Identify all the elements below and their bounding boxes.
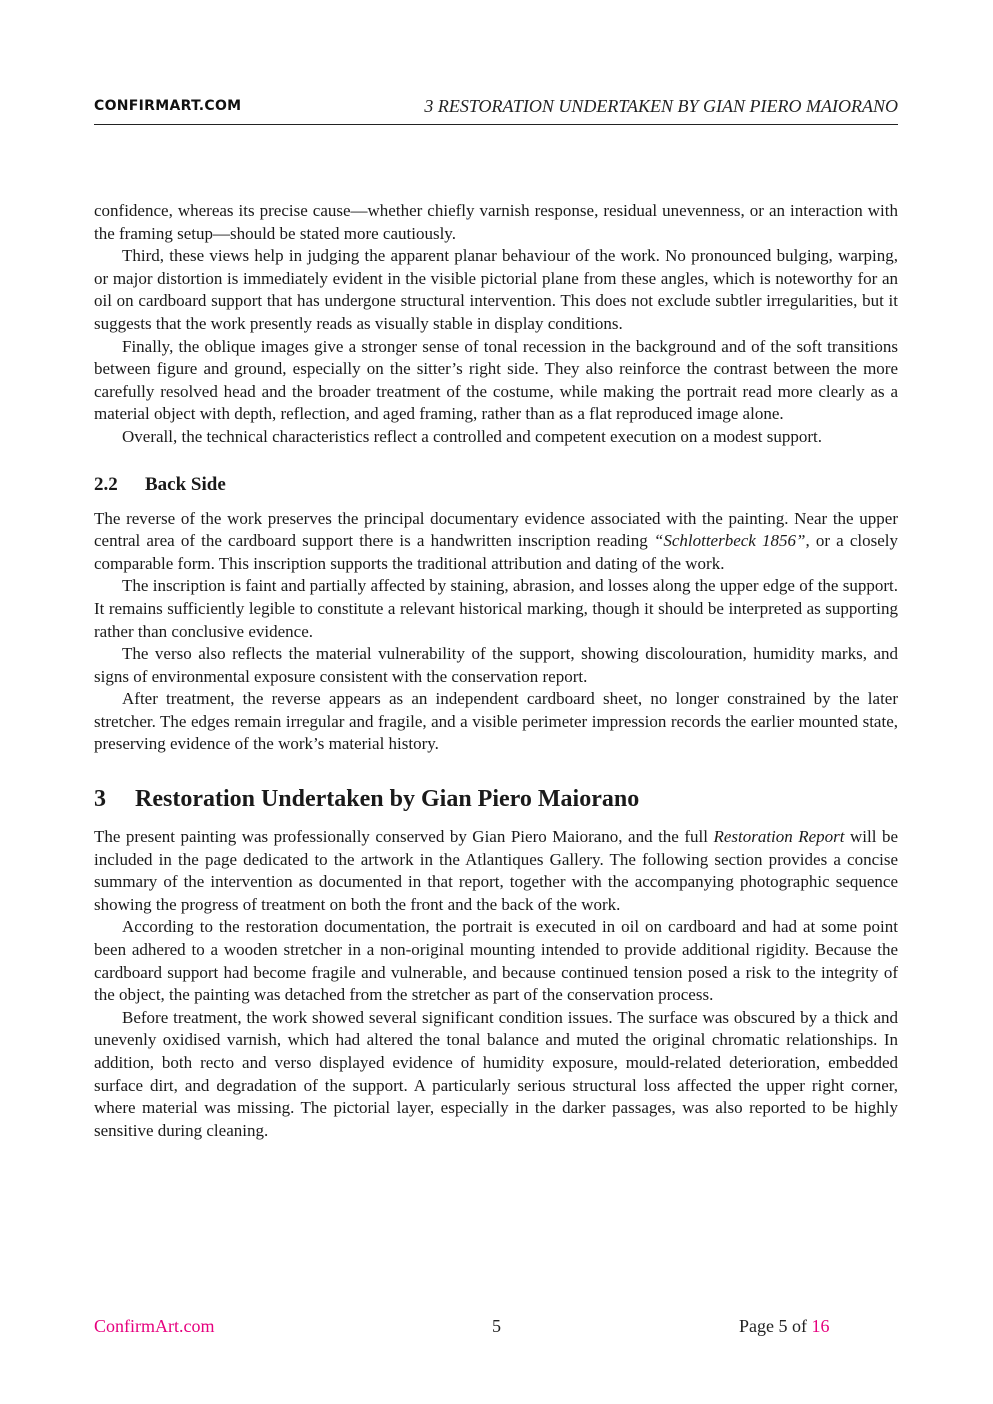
paragraph: Finally, the oblique images give a stronger sense of tonal recession in the background and of the soft transitions between figure and ground, especially on the sitter’s right side. They also reinforce the contrast between the more carefully resolved head and the broader treatment of the costume, while making the portrait read more clearly as a material object with depth, reflection, and aged framing, rather than as a flat reproduced image alone. [94, 336, 898, 424]
paragraph: Overall, the technical characteristics reflect a controlled and competent execution on a modest support. [122, 426, 823, 446]
subsection-title: Back Side [145, 473, 226, 495]
report-title: Restoration Report [713, 827, 845, 847]
site-logo: CONFIRMART.COM [94, 98, 242, 114]
paragraph: confidence, whereas its precise cause—whether chiefly varnish response, residual unevenness, or an interaction with the framing setup—should be stated more cautiously. [94, 201, 898, 243]
paragraph: The reverse of the work preserves the principal documentary evidence associated with the painting. Near the upper central area of the cardboard support there is a handwritten inscription reading “Schlotterbeck 1856”, or a closely comparable form. This inscription supports the traditional attribution and dating of the work. [94, 508, 899, 573]
inscription-quote: “Schlotterbeck 1856” [653, 531, 806, 551]
paragraph: Third, these views help in judging the apparent planar behaviour of the work. No pronounced bulging, warping, or major distortion is immediately evident in the visible pictorial plane from these angles, which is noteworthy for an oil on cardboard support that has undergone structural intervention. This does not exclude subtler irregularities, but it suggests that the work presently reads as visually stable in display conditions. [94, 246, 898, 333]
section-title: Restoration Undertaken by Gian Piero Maiorano [135, 786, 640, 813]
page-footer [94, 1316, 898, 1340]
page-count: Page 5 of 16 [739, 1316, 830, 1336]
paragraph: The verso also reflects the material vulnerability of the support, showing discolouration, humidity marks, and signs of environmental exposure consistent with the conservation report. [94, 644, 898, 686]
paragraph: The present painting was professionally conserved by Gian Piero Maiorano, and the full Restoration Report will be included in the page dedicated to the artwork in the Atlantiques Gallery. The following section provides a concise summary of the intervention as documented in that report, together with the accompanying photographic sequence showing the progress of treatment on both the front and the back of the work. [94, 827, 898, 914]
section-heading [94, 784, 898, 814]
subsection-heading [94, 473, 898, 497]
site-link[interactable]: ConfirmArt.com [94, 1316, 215, 1336]
paragraph: The inscription is faint and partially affected by staining, abrasion, and losses along the upper edge of the support. It remains sufficiently legible to constitute a relevant historical marking, though it should be interpreted as supporting rather than conclusive evidence. [94, 576, 898, 641]
section-number: 3 [94, 786, 106, 813]
page-number: 5 [492, 1316, 501, 1336]
paragraph: Before treatment, the work showed several significant condition issues. The surface was obscured by a thick and unevenly oxidised varnish, which had altered the tonal balance and muted the original chromatic relationships. In addition, both recto and verso displayed evidence of humidity exposure, mould-related deterioration, embedded surface dirt, and degradation of the support. A particularly serious structural loss affected the upper right corner, where material was missing. The pictorial layer, especially in the darker passages, was also reported to be highly sensitive during cleaning. [94, 1007, 898, 1140]
paragraph: After treatment, the reverse appears as an independent cardboard sheet, no longer constrained by the later stretcher. The edges remain irregular and fragile, and a visible perimeter impression records the earlier mounted state, preserving evidence of the work’s material history. [94, 689, 898, 754]
page-header [94, 96, 898, 125]
total-pages-link[interactable]: 16 [811, 1316, 830, 1336]
document-body [94, 200, 898, 1142]
paragraph: According to the restoration documentation, the portrait is executed in oil on cardboard and had at some point been adhered to a wooden stretcher in a non-original mounting intended to provide additional rigidity. Because the cardboard support had become fragile and vulnerable, and because continued tension posed a risk to the integrity of the object, the painting was detached from the stretcher as part of the conservation process. [94, 917, 898, 1005]
running-head: 3 RESTORATION UNDERTAKEN BY GIAN PIERO MAIORANO [424, 96, 898, 116]
subsection-number: 2.2 [94, 473, 118, 495]
